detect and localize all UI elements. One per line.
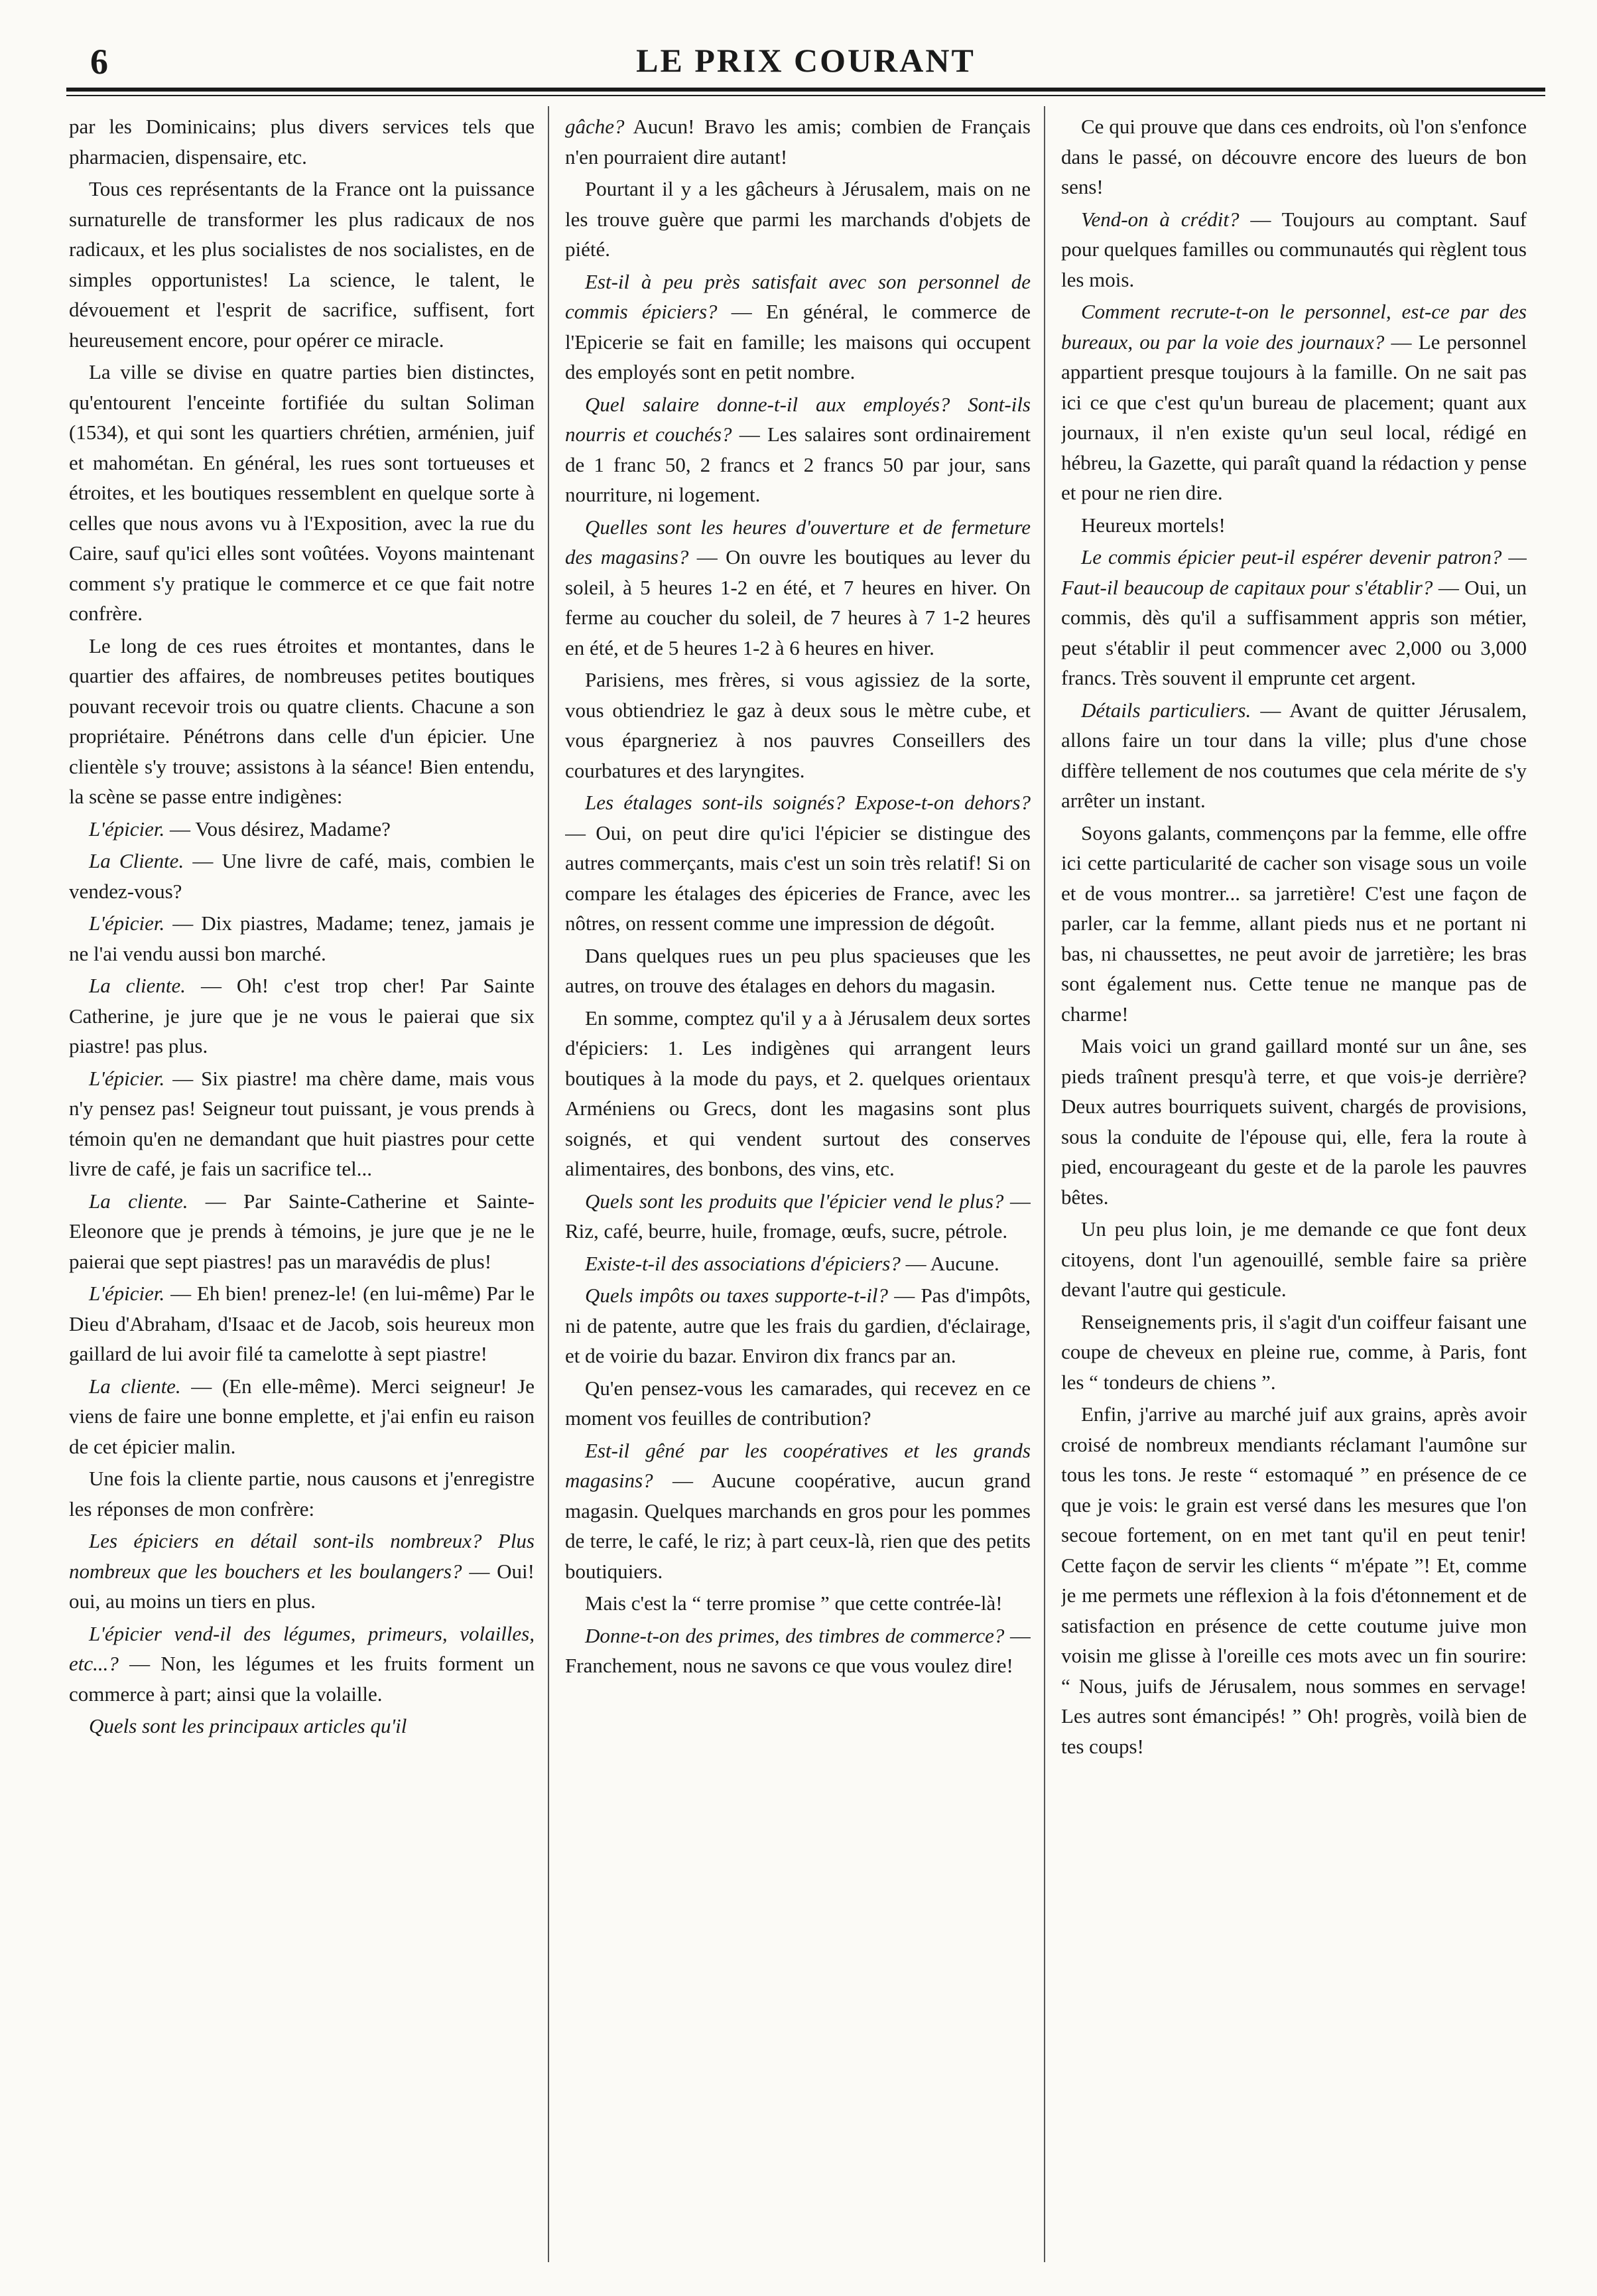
question-lead: Quel salaire donne-t-il aux employés? Sont-ils nourris et couchés? (565, 392, 1031, 446)
paragraph (69, 908, 535, 969)
question-lead: Quels sont les produits que l'épicier vend le plus? (585, 1189, 1004, 1213)
question-lead: La cliente. (89, 1374, 181, 1398)
paragraph (1061, 1031, 1527, 1212)
paragraph (565, 1621, 1031, 1681)
question-lead: L'épicier. (89, 1282, 165, 1305)
question-lead: La cliente. (89, 1189, 188, 1213)
question-lead: Est-il gêné par les coopératives et les grands magasins? (565, 1438, 1031, 1492)
page-number: 6 (90, 42, 108, 82)
question-lead: Les étalages sont-ils soignés? Expose-t-on dehors? (585, 791, 1031, 814)
question-lead: Détails particuliers. (1081, 698, 1251, 722)
paragraph-text: — Vous désirez, Madame? (164, 817, 391, 841)
paragraph (69, 111, 535, 172)
paragraph (69, 1186, 535, 1277)
question-lead: Les épiciers en détail sont-ils nombreux? Plus nombreux que les bouchers et les boulangers? (69, 1529, 535, 1583)
paragraph (69, 1526, 535, 1617)
paragraph (69, 1278, 535, 1369)
paragraph (69, 971, 535, 1061)
column-divider (1044, 106, 1045, 2262)
paragraph (565, 174, 1031, 265)
paragraph (1061, 1307, 1527, 1398)
paragraph (1061, 1399, 1527, 1761)
paragraph (1061, 204, 1527, 295)
paragraph (1061, 111, 1527, 202)
header-rule-thin (66, 95, 1545, 96)
paragraph (565, 111, 1031, 172)
paragraph (565, 1003, 1031, 1184)
paragraph-text: — Non, les légumes et les fruits forment un commerce à part; ainsi que la volaille. (69, 1652, 535, 1706)
paragraph (69, 174, 535, 355)
paragraph-text: Soyons galants, commençons par la femme, elle offre ici cette particularité de cacher son visage sous un voile et de vous montrer... sa jarretière! C'est une façon de parler, car la femme, allant pieds nus et ne portant ni bas, ni chaussettes, ne peut avoir de jarretière; les bras sont également nus. Cette tenue ne manque pas de charme! (1061, 821, 1527, 1026)
paragraph (565, 1280, 1031, 1371)
paragraph (1061, 542, 1527, 693)
paragraph (1061, 818, 1527, 1030)
paragraph-text: — Toujours au comptant. Sauf pour quelques familles ou communautés qui règlent tous les mois. (1061, 207, 1527, 291)
paragraph-text: — Riz, café, beurre, huile, fromage, œufs, sucre, pétrole. (565, 1189, 1031, 1243)
paragraph-text: — Une livre de café, mais, combien le vendez-vous? (69, 849, 535, 903)
paragraph (565, 389, 1031, 510)
paragraph-text: La ville se divise en quatre parties bien distinctes, qu'entourent l'enceinte fortifiée du sultan Soliman (1534), et qui sont les quartiers chrétien, arménien, juif et mahométan. En général, les rues sont tortueuses et étroites, et les boutiques ressemblent en quelque sorte à celles que nous avons vu à l'Exposition, avec la rue du Caire, sauf qu'ici elles sont voûtées. Voyons maintenant comment s'y pratique le commerce et ce que fait notre confrère. (69, 360, 535, 625)
paragraph-text: — Dix piastres, Madame; tenez, jamais je ne l'ai vendu aussi bon marché. (69, 912, 535, 965)
paragraph-text: Dans quelques rues un peu plus spacieuses que les autres, on trouve des étalages en dehors du magasin. (565, 943, 1031, 997)
question-lead: L'épicier. (89, 817, 165, 841)
paragraph-text: — En général, le commerce de l'Epicerie se fait en famille; les maisons qui occupent des employés sont en petit nombre. (565, 300, 1031, 383)
question-lead: L'épicier vend-il des légumes, primeurs, volailles, etc...? (69, 1621, 535, 1675)
paragraph (565, 1373, 1031, 1434)
question-lead: Quelles sont les heures d'ouverture et de fermeture des magasins? (565, 515, 1031, 569)
question-lead: L'épicier. (89, 1066, 165, 1090)
paragraph (565, 1249, 1031, 1279)
question-lead: Quels sont les principaux articles qu'il (89, 1714, 407, 1737)
column-divider (548, 106, 549, 2262)
paragraph-text: Tous ces représentants de la France ont la puissance surnaturelle de transformer les plus radicaux de nos radicaux, et les plus socialistes de nos socialistes, en de simples opportunistes! La science, le talent, le dévouement et l'esprit de sacrifice, suffisent, fort heureusement encore, pour opérer ce miracle. (69, 177, 535, 352)
paragraph-text: Mais voici un grand gaillard monté sur un âne, ses pieds traînent presqu'à terre, et que vois-je derrière? Deux autres bourriquets suivent, chargés de provisions, sous la conduite de l'épouse qui, elle, fera la route à pied, encourageant du geste et de la parole les pauvres bêtes. (1061, 1034, 1527, 1209)
page-header (66, 38, 1545, 92)
question-lead: Vend-on à crédit? (1081, 207, 1240, 231)
paragraph (69, 814, 535, 844)
paragraph (1061, 510, 1527, 541)
paragraph-text: Pourtant il y a les gâcheurs à Jérusalem, mais on ne les trouve guère que parmi les marchands d'objets de piété. (565, 177, 1031, 261)
paragraph-text: Mais c'est la “ terre promise ” que cette contrée-là! (585, 1591, 1003, 1615)
question-lead: Existe-t-il des associations d'épiciers? (585, 1251, 901, 1275)
paragraph-text: Ce qui prouve que dans ces endroits, où l'on s'enfonce dans le passé, on découvre encore des lueurs de bon sens! (1061, 115, 1527, 198)
paragraph (69, 1063, 535, 1184)
paragraph-text: Un peu plus loin, je me demande ce que font deux citoyens, dont l'un agenouillé, semble faire sa prière devant l'autre qui gesticule. (1061, 1217, 1527, 1301)
paragraph (69, 357, 535, 629)
paragraph-text: — Eh bien! prenez-le! (en lui-même) Par le Dieu d'Abraham, d'Isaac et de Jacob, sois heureux mon gaillard de lui avoir filé ta camelotte à sept piastre! (69, 1282, 535, 1365)
paragraph (69, 1619, 535, 1710)
paragraph (69, 1463, 535, 1524)
text-column-3 (1061, 111, 1527, 2261)
paragraph (565, 1588, 1031, 1619)
paragraph-text: Le long de ces rues étroites et montantes, dans le quartier des affaires, de nombreuses petites boutiques pouvant recevoir trois ou quatre clients. Chacune a son propriétaire. Pénétrons dans celle d'un épicier. Une clientèle s'y trouve; assistons à la séance! Bien entendu, la scène se passe entre indigènes: (69, 634, 535, 808)
paragraph-text: — Oh! c'est trop cher! Par Sainte Catherine, je jure que je ne vous le paierai que six piastre! pas plus. (69, 974, 535, 1057)
question-lead: La Cliente. (89, 849, 184, 872)
paragraph-text: Renseignements pris, il s'agit d'un coiffeur faisant une coupe de cheveux en pleine rue, comme, à Paris, font les “ tondeurs de chiens ”. (1061, 1310, 1527, 1394)
paragraph-text: — Aucune. (900, 1251, 999, 1275)
paragraph (1061, 297, 1527, 508)
paragraph-text: Heureux mortels! (1081, 513, 1226, 537)
paragraph (69, 631, 535, 812)
paragraph-text: — Par Sainte-Catherine et Sainte-Eleonore que je prends à témoins, je jure que je ne le paierai que sept piastres! pas un maravédis de plus! (69, 1189, 535, 1273)
paragraph-text: — On ouvre les boutiques au lever du soleil, à 5 heures 1-2 en été, et 7 heures en hiver. On ferme au coucher du soleil, de 7 heures à 7 1-2 heures en été, et de 5 heures 1-2 à 6 heures en hiver. (565, 545, 1031, 659)
question-lead: Quels impôts ou taxes supporte-t-il? (585, 1284, 889, 1307)
paragraph-text: — Le personnel appartient presque toujours à la famille. On ne sait pas ici ce que c'est qu'un bureau de placement; quant aux journaux, il n'en existe qu'un seul local, rédigé en hébreu, la Gazette, qui paraît quand la rédaction y pense et pour ne rien dire. (1061, 330, 1527, 504)
paragraph-text: — Franchement, nous ne savons ce que vous voulez dire! (565, 1623, 1031, 1677)
paragraph (69, 846, 535, 906)
question-lead: gâche? (565, 115, 625, 138)
paragraph-text: par les Dominicains; plus divers services tels que pharmacien, dispensaire, etc. (69, 115, 535, 169)
paragraph-text: Qu'en pensez-vous les camarades, qui recevez en ce moment vos feuilles de contribution? (565, 1376, 1031, 1430)
paragraph (1061, 695, 1527, 816)
paragraph-text: — Pas d'impôts, ni de patente, autre que les frais du gardien, d'éclairage, et de voirie du bazar. Environ dix francs par an. (565, 1284, 1031, 1367)
question-lead: L'épicier. (89, 912, 165, 935)
question-lead: La cliente. (89, 974, 186, 997)
paragraph (69, 1371, 535, 1462)
paragraph-text: — Aucune coopérative, aucun grand magasin. Quelques marchands en gros pour les pommes de terre, le café, le riz; à part ceux-là, rien que des petits boutiquiers. (565, 1469, 1031, 1583)
paragraph-text: — Avant de quitter Jérusalem, allons faire un tour dans la ville; plus d'une chose diffère tellement de nos coutumes que cela mérite de s'y arrêter un instant. (1061, 698, 1527, 812)
text-column-1 (69, 111, 535, 2261)
paragraph-text: Aucun! Bravo les amis; combien de Français n'en pourraient dire autant! (565, 115, 1031, 169)
question-lead: Est-il à peu près satisfait avec son personnel de commis épiciers? (565, 269, 1031, 323)
masthead-title: LE PRIX COURANT (636, 42, 976, 79)
paragraph-text: — Les salaires sont ordinairement de 1 franc 50, 2 francs et 2 francs 50 par jour, sans nourriture, ni logement. (565, 423, 1031, 506)
paragraph (565, 941, 1031, 1001)
paragraph (565, 665, 1031, 785)
question-lead: Le commis épicier peut-il espérer devenir patron? — Faut-il beaucoup de capitaux pour s'établir? (1061, 545, 1527, 599)
header-rule-thick (66, 88, 1545, 92)
paragraph-text: Parisiens, mes frères, si vous agissiez de la sorte, vous obtiendriez le gaz à deux sous le mètre cube, et vous épargneriez à nos pauvres Conseillers des courbatures et des laryngites. (565, 668, 1031, 782)
paragraph (565, 1186, 1031, 1247)
paragraph-text: — (En elle-même). Merci seigneur! Je viens de faire une bonne emplette, et j'ai enfin eu raison de cet épicier malin. (69, 1374, 535, 1458)
paragraph-text: Enfin, j'arrive au marché juif aux grains, après avoir croisé de nombreux mendiants réclamant l'aumône sur tous les tons. Je reste “ estomaqué ” en présence de ce que je vois: le grain est versé dans les mesures que l'on secoue fortement, on en met tant qu'il en peut tenir! Cette façon de servir les clients “ m'épate ”! Et, comme je me permets une réflexion à la fois d'étonnement et de satisfaction en présence de cette coutume juive mon voisin me glisse à l'oreille ces mots avec un fin sourire: “ Nous, juifs de Jérusalem, nous sommes en servage! Les autres sont émancipés! ” Oh! progrès, voilà bien de tes coups! (1061, 1402, 1527, 1758)
paragraph (565, 512, 1031, 663)
paragraph-text: — Oui, un commis, dès qu'il a suffisamment appris son métier, peut s'établir il peut commencer avec 2,000 ou 3,000 francs. Très souvent il emprunte cet argent. (1061, 575, 1527, 689)
paragraph-text: Une fois la cliente partie, nous causons et j'enregistre les réponses de mon confrère: (69, 1467, 535, 1520)
paragraph (565, 267, 1031, 387)
paragraph (565, 787, 1031, 939)
question-lead: Donne-t-on des primes, des timbres de commerce? (585, 1623, 1005, 1647)
question-lead: Comment recrute-t-on le personnel, est-ce par des bureaux, ou par la voie des journaux? (1061, 300, 1527, 354)
paragraph-text: — Oui! oui, au moins un tiers en plus. (69, 1559, 535, 1613)
paragraph (69, 1711, 535, 1741)
paragraph (1061, 1214, 1527, 1305)
paragraph-text: En somme, comptez qu'il y a à Jérusalem deux sortes d'épiciers: 1. Les indigènes qui arrangent leurs boutiques à la mode du pays, et 2. quelques orientaux Arméniens ou Grecs, dont les magasins sont plus soignés, et qui vendent surtout des conserves alimentaires, des bonbons, des vins, etc. (565, 1006, 1031, 1180)
paragraph-text: — Oui, on peut dire qu'ici l'épicier se distingue des autres commerçants, mais c'est un soin très relatif! Si on compare les étalages des épiceries de France, avec les nôtres, on ressent comme une impression de dégoût. (565, 821, 1031, 935)
paragraph (565, 1436, 1031, 1587)
text-column-2 (565, 111, 1031, 2261)
paragraph-text: — Six piastre! ma chère dame, mais vous n'y pensez pas! Seigneur tout puissant, je vous prends à témoin qu'en ne demandant que huit piastres pour cette livre de café, je fais un sacrifice tel... (69, 1066, 535, 1180)
